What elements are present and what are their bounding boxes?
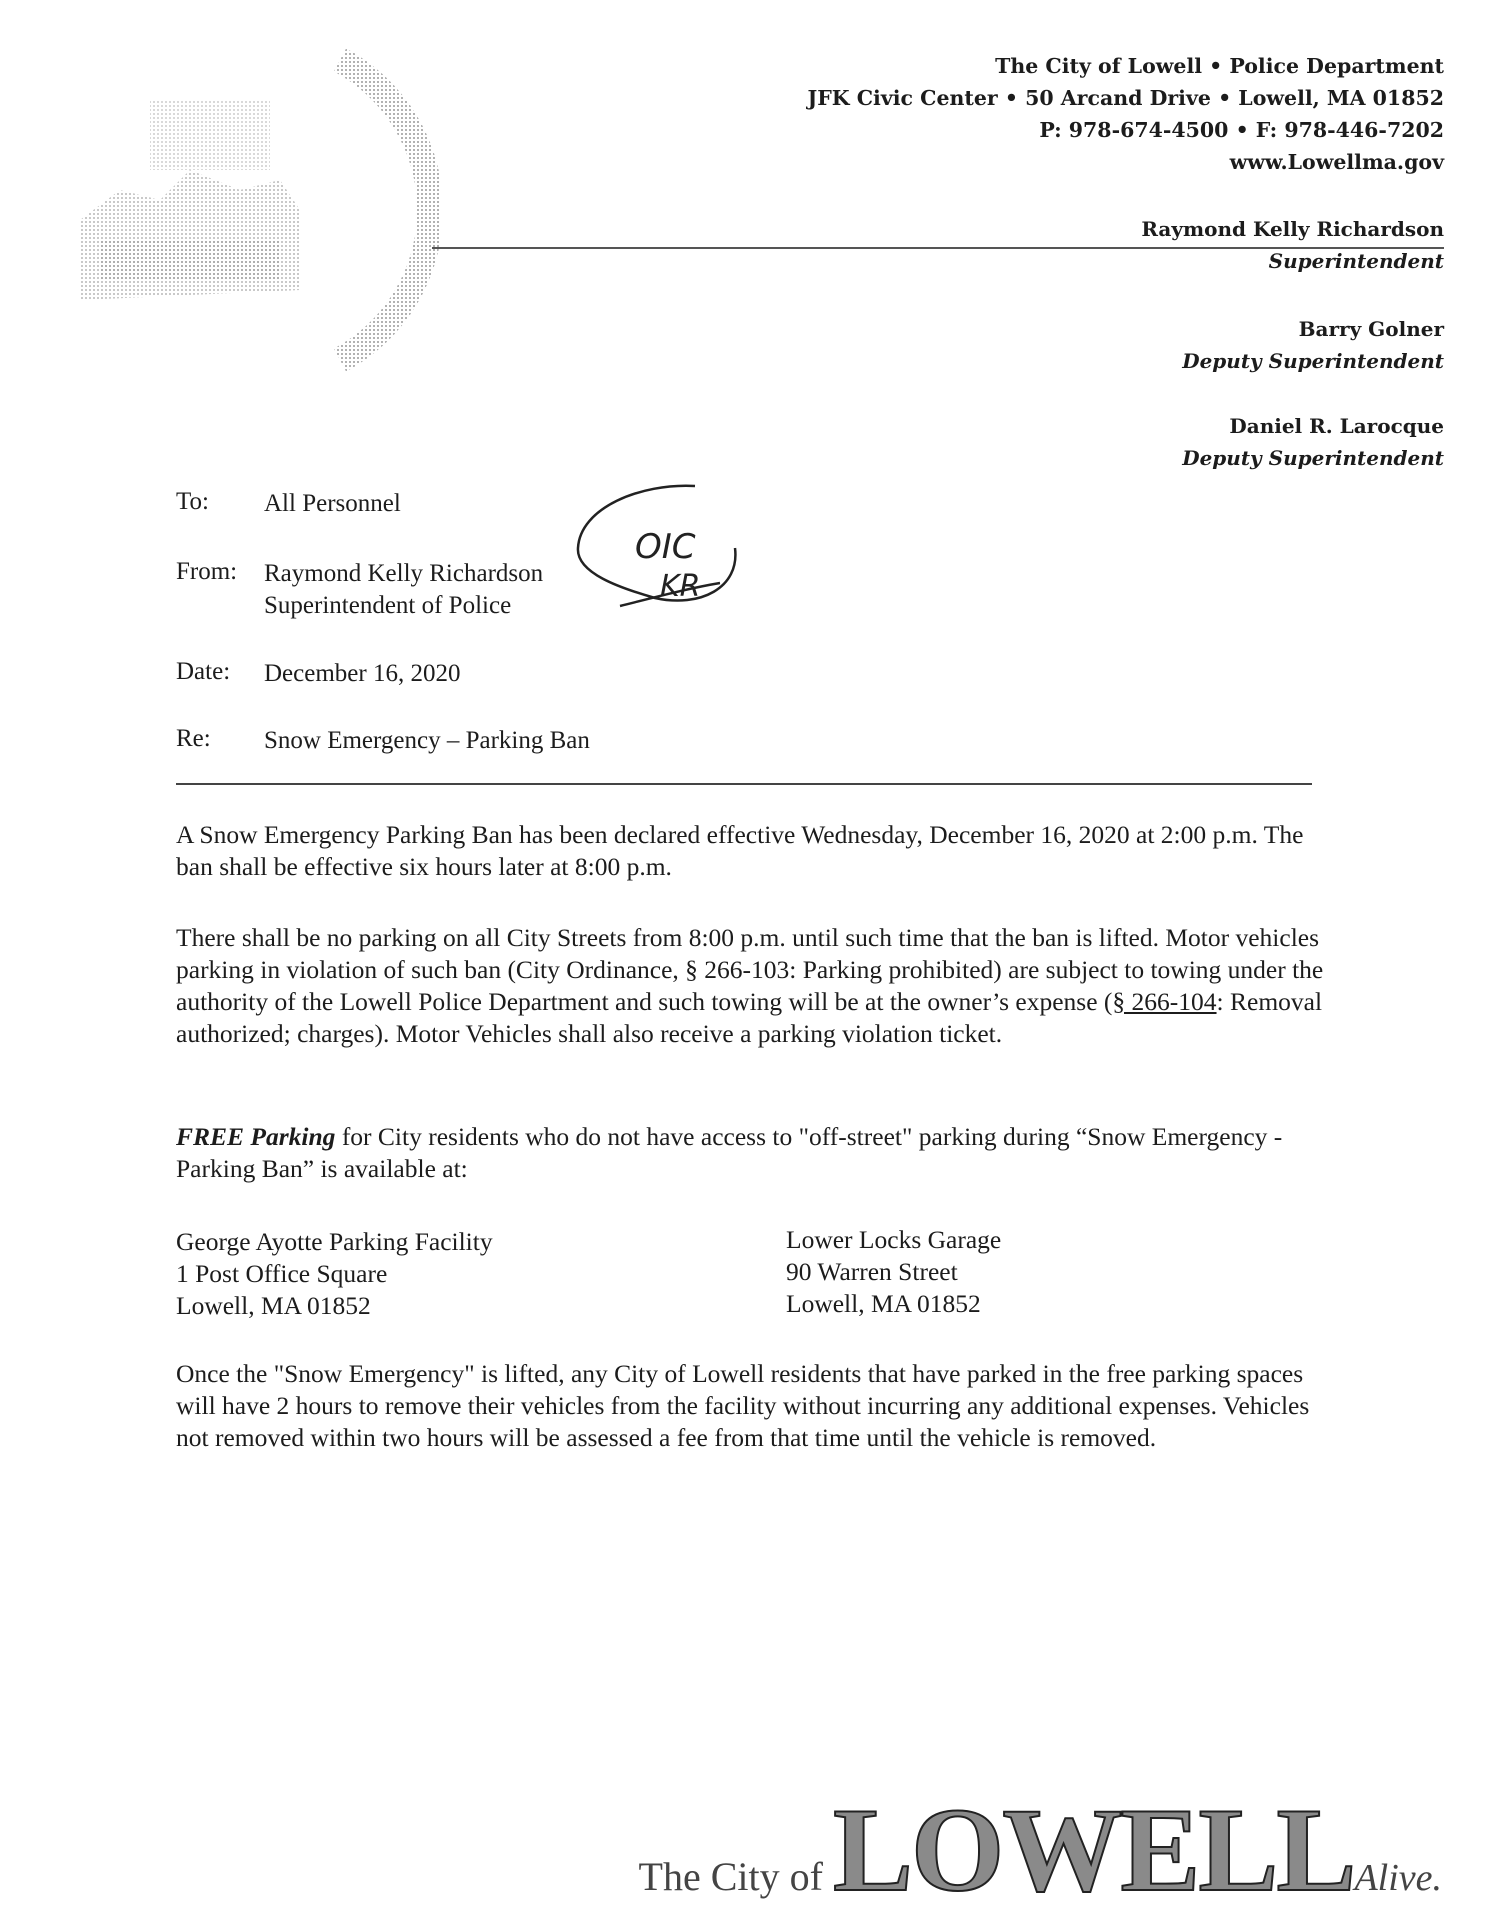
paragraph-2-text: There shall be no parking on all City Streets from 8:00 p.m. until such time that the ban is lifted. Motor vehicles parking in violation of such ban (City Ordinance, § 266-103: Parking prohibited) are subject to towing under the authority of the Lowell Police Department and such towing will be at the owner’s expense ( <box>176 923 1324 1016</box>
location-city: Lowell, MA 01852 <box>176 1291 371 1320</box>
staff-name: Barry Golner <box>1298 317 1444 341</box>
handwritten-initials-signature <box>560 478 760 633</box>
memo-to-label: To: <box>176 488 209 515</box>
paragraph-2-text-end: : Removal authorized; charges). Motor Vehicles shall also receive a parking violation ticket. <box>176 987 1323 1048</box>
memo-from-name: Raymond Kelly Richardson <box>264 560 544 587</box>
memo-divider <box>176 783 1312 785</box>
letterhead <box>808 50 1444 178</box>
body-paragraph-3 <box>176 1121 1326 1185</box>
location-george-ayotte <box>176 1226 493 1322</box>
letterhead-line-1: The City of Lowell • Police Department <box>995 54 1444 78</box>
memo-from-label: From: <box>176 558 238 585</box>
letterhead-line-3: P: 978-674-4500 • F: 978-446-7202 <box>1039 118 1444 142</box>
memo-re-label: Re: <box>176 725 211 752</box>
initials-line-1: OIC <box>635 527 696 567</box>
footer-prefix: The City of <box>638 1854 833 1899</box>
staff-name: Raymond Kelly Richardson <box>1141 217 1444 241</box>
staff-name: Daniel R. Larocque <box>1229 414 1444 438</box>
location-name: Lower Locks Garage <box>786 1225 1002 1254</box>
memo-re-value: Snow Emergency – Parking Ban <box>264 727 590 754</box>
memo-date-label: Date: <box>176 658 231 685</box>
footer-suffix: Alive. <box>1354 1857 1442 1899</box>
staff-title: Deputy Superintendent <box>1182 349 1444 373</box>
body-paragraph-2 <box>176 922 1326 1050</box>
footer-lowell-wordmark: LOWELL <box>832 1783 1355 1916</box>
staff-title: Deputy Superintendent <box>1182 446 1444 470</box>
city-seal-logo <box>40 40 440 380</box>
staff-title: Superintendent <box>1268 249 1444 273</box>
location-name: George Ayotte Parking Facility <box>176 1227 493 1256</box>
location-street: 1 Post Office Square <box>176 1259 388 1288</box>
paragraph-3-text: for City residents who do not have access to "off-street" parking during “Snow Emergency - Parking Ban” is available at: <box>176 1122 1283 1183</box>
memo-date-value: December 16, 2020 <box>264 660 461 687</box>
footer-logo <box>638 1783 1442 1916</box>
location-street: 90 Warren Street <box>786 1257 958 1286</box>
staff-block-superintendent <box>1141 213 1444 277</box>
ordinance-266-104-link[interactable]: § 266-104 <box>1112 987 1217 1016</box>
body-paragraph-1: A Snow Emergency Parking Ban has been declared effective Wednesday, December 16, 2020 at 2:00 p.m. The ban shall be effective six hours later at 8:00 p.m. <box>176 820 1304 881</box>
free-parking-emphasis: FREE Parking <box>176 1122 336 1151</box>
location-lower-locks <box>786 1224 1001 1320</box>
memo-from-title: Superintendent of Police <box>264 592 512 619</box>
letterhead-line-2: JFK Civic Center • 50 Arcand Drive • Lowell, MA 01852 <box>807 86 1444 110</box>
memo-to-value: All Personnel <box>264 490 401 517</box>
staff-block-deputy-2 <box>1182 410 1444 474</box>
location-city: Lowell, MA 01852 <box>786 1289 981 1318</box>
initials-line-2: KR <box>660 569 701 604</box>
letterhead-website: www.Lowellma.gov <box>1229 150 1444 174</box>
staff-block-deputy-1 <box>1182 313 1444 377</box>
body-paragraph-4: Once the "Snow Emergency" is lifted, any City of Lowell residents that have parked in the free parking spaces will have 2 hours to remove their vehicles from the facility without incurring any additional expenses. Vehicles not removed within two hours will be assessed a fee from that time until the vehicle is removed. <box>176 1359 1310 1452</box>
